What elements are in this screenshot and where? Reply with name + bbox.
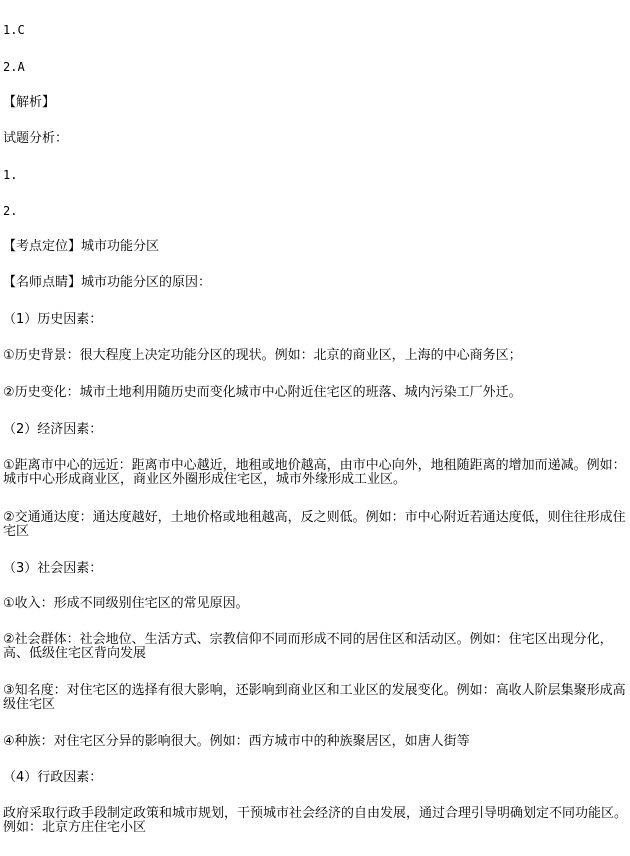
analysis-label: 试题分析： [3,131,69,146]
answer-1: 1.C [3,23,25,37]
admin-paragraph-1: 政府采取行政手段制定政策和城市规划，干预城市社会经济的自由发展，通过合理引导明确划定不同功能区。例如：北京方庄住宅小区 [3,806,628,835]
society-paragraph-4: ④种族：对住宅区分异的影响很大。例如：西方城市中的种族聚居区，如唐人街等 [3,734,470,749]
analysis-item-2: 2. [3,204,18,218]
answer-2: 2.A [3,60,25,74]
dianjing-line: 【名师点睛】城市功能分区的原因： [3,275,212,290]
kaodian-line: 【考点定位】城市功能分区 [3,239,160,254]
history-paragraph-2: ②历史变化：城市土地利用随历史而变化城市中心附近住宅区的班落、城内污染工厂外迁。 [3,385,522,400]
analysis-item-1: 1. [3,168,18,182]
jiexi-label: 【解析】 [3,95,56,110]
economy-heading: （2）经济因素： [3,422,103,437]
society-paragraph-3: ③知名度：对住宅区的选择有很大影响，还影响到商业区和工业区的发展变化。例如：高收人阶层集聚形成高级住宅区 [3,683,626,712]
history-heading: （1）历史因素： [3,312,103,327]
admin-heading: （4）行政因素： [3,770,103,785]
society-paragraph-2: ②社会群体：社会地位、生活方式、宗教信仰不同而形成不同的居住区和活动区。例如：住宅区出现分化，高、低级住宅区背向发展 [3,632,613,661]
economy-paragraph-1: ①距离市中心的远近：距离市中心越近，地租或地价越高，由市中心向外，地租随距离的增加而递减。例如：城市中心形成商业区，商业区外圈形成住宅区，城市外缘形成工业区。 [3,458,626,487]
society-heading: （3）社会因素： [3,561,103,576]
economy-paragraph-2: ②交通通达度：通达度越好，土地价格或地租越高，反之则低。例如：市中心附近若通达度低，则住往形成住宅区 [3,510,626,539]
history-paragraph-1: ①历史背景：很大程度上决定功能分区的现状。例如：北京的商业区，上海的中心商务区； [3,348,522,363]
society-paragraph-1: ①收入：形成不同级别住宅区的常见原因。 [3,596,249,611]
